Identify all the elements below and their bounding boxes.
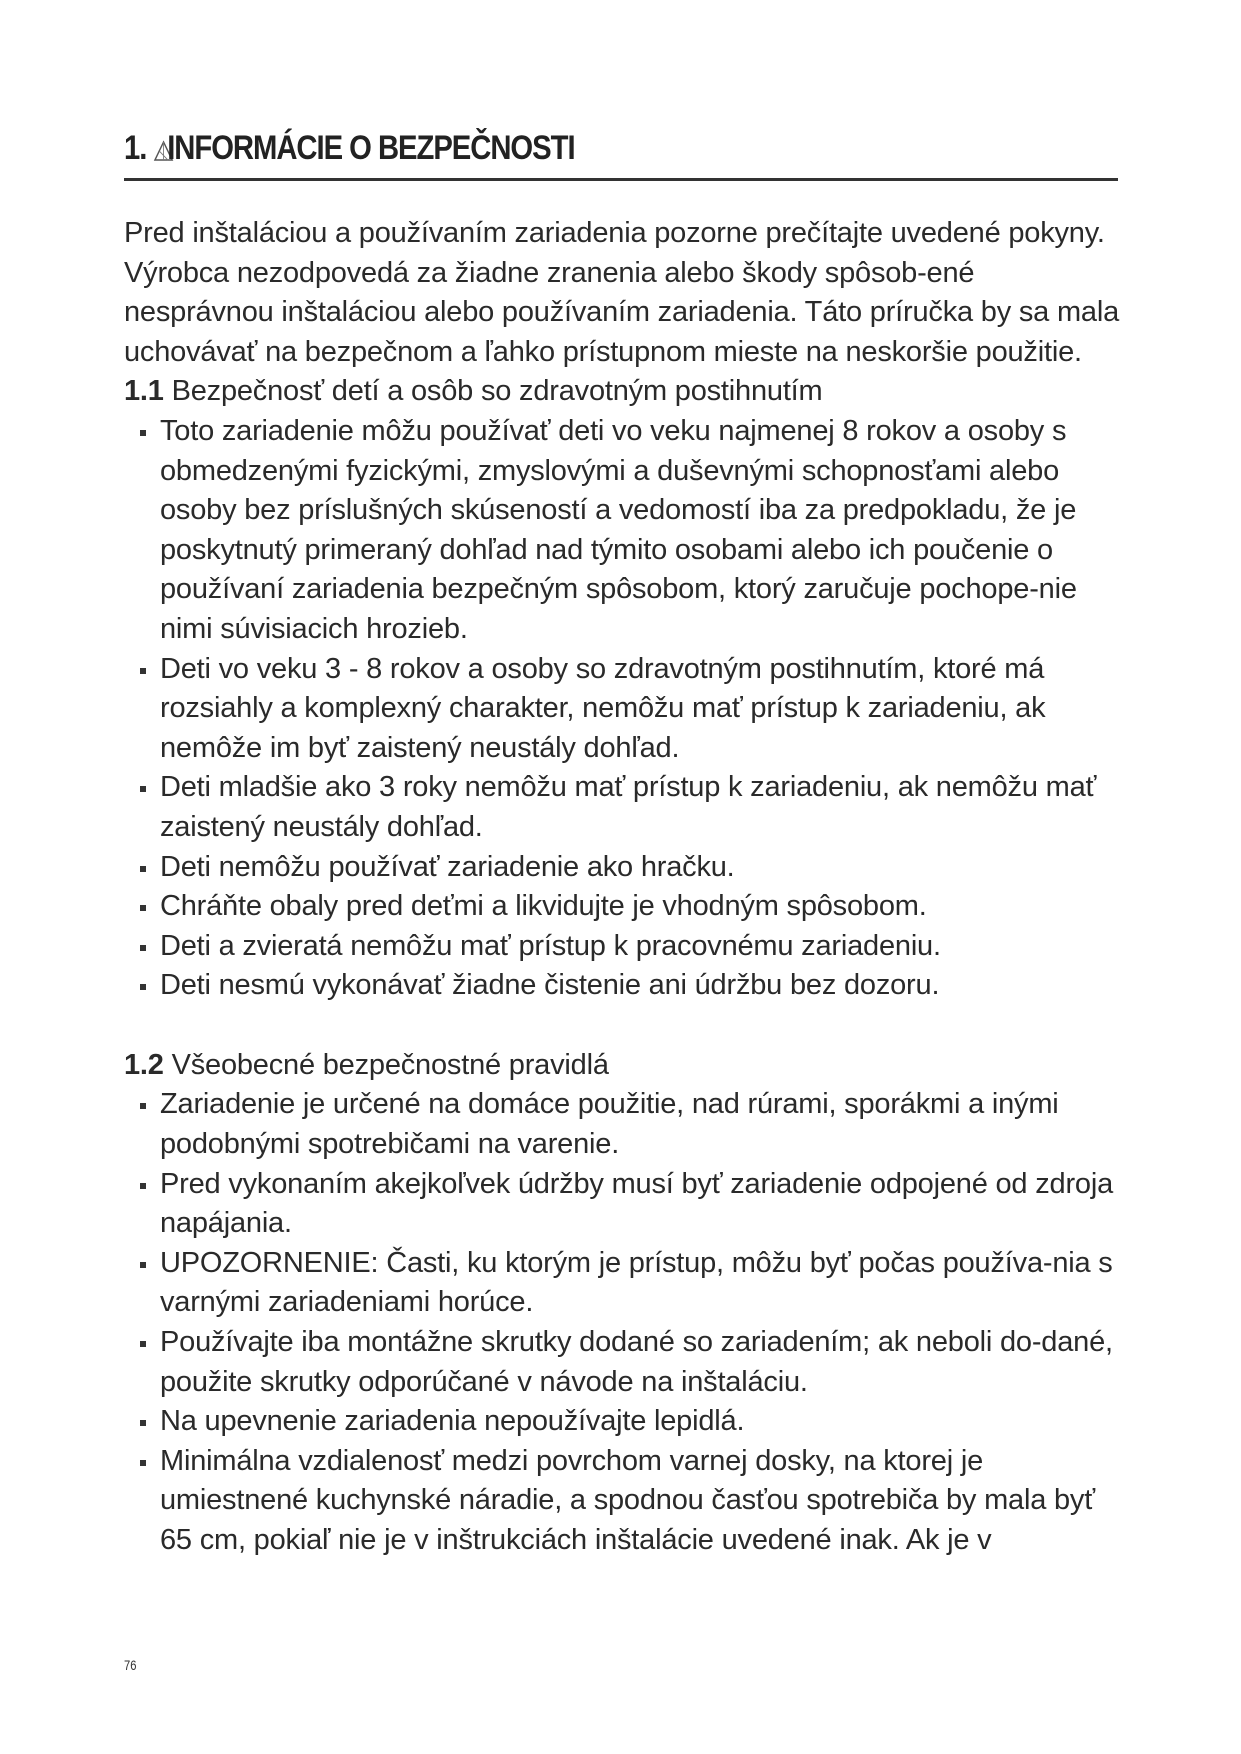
section-title — [124, 1046, 1124, 1086]
section-number: 1.2 — [124, 1048, 164, 1081]
list-item: UPOZORNENIE: Časti, ku ktorým je prístup, môžu byť počas používa-nia s varnými zariadeniami horúce. — [160, 1244, 1124, 1323]
list-item: Deti a zvieratá nemôžu mať prístup k pracovnému zariadeniu. — [160, 927, 1124, 967]
section-number: 1.1 — [124, 375, 164, 408]
list-item: Deti mladšie ako 3 roky nemôžu mať prístup k zariadeniu, ak nemôžu mať zaistený neustály dohľad. — [160, 768, 1124, 847]
list-item: Pred vykonaním akejkoľvek údržby musí byť zariadenie odpojené od zdroja napájania. — [160, 1165, 1124, 1244]
page-number: 76 — [124, 1657, 137, 1673]
list-item: Na upevnenie zariadenia nepoužívajte lepidlá. — [160, 1402, 1124, 1442]
document-body — [124, 214, 1124, 1561]
page-title — [124, 128, 979, 172]
list-item: Chráňte obaly pred deťmi a likvidujte je vhodným spôsobom. — [160, 887, 1124, 927]
bullet-list — [124, 1085, 1124, 1560]
list-item: Deti nemôžu používať zariadenie ako hračku. — [160, 848, 1124, 888]
heading-number: 1. — [124, 129, 147, 167]
list-item: Toto zariadenie môžu používať deti vo veku najmenej 8 rokov a osoby s obmedzenými fyzickými, zmyslovými a duševnými schopnosťami alebo osoby bez príslušných skúseností a vedomostí iba za predpokladu, že je poskytnutý primeraný dohľad nad týmito osobami alebo ich poučenie o používaní zariadenia bezpečným spôsobom, ktorý zaručuje pochope-nie nimi súvisiacich hrozieb. — [160, 412, 1124, 650]
bullet-list — [124, 412, 1124, 1006]
section-title-text: Všeobecné bezpečnostné pravidlá — [171, 1048, 609, 1081]
list-item: Minimálna vzdialenosť medzi povrchom varnej dosky, na ktorej je umiestnené kuchynské náradie, a spodnou časťou spotrebiča by mala byť 65 cm, pokiaľ nie je v inštrukciách inštalácie uvedené inak. Ak je v — [160, 1442, 1124, 1561]
list-item: Deti nesmú vykonávať žiadne čistenie ani údržbu bez dozoru. — [160, 966, 1124, 1006]
list-item: Deti vo veku 3 - 8 rokov a osoby so zdravotným postihnutím, ktoré má rozsiahly a komplexný charakter, nemôžu mať prístup k zariadeniu, ak nemôže im byť zaistený neustály dohľad. — [160, 650, 1124, 769]
intro-paragraph: Pred inštaláciou a používaním zariadenia pozorne prečítajte uvedené pokyny. Výrobca nezodpovedá za žiadne zranenia alebo škody spôsob-ené nesprávnou inštaláciou alebo používaním zariadenia. Táto príručka by sa mala uchovávať na bezpečnom a ľahko prístupnom mieste na neskoršie použitie. — [124, 217, 1120, 368]
section-title — [124, 372, 1124, 412]
heading-title: INFORMÁCIE O BEZPEČNOSTI — [167, 129, 575, 167]
section-gap — [124, 1006, 1124, 1046]
list-item: Zariadenie je určené na domáce použitie, nad rúrami, sporákmi a inými podobnými spotrebičami na varenie. — [160, 1085, 1124, 1164]
section-title-text: Bezpečnosť detí a osôb so zdravotným postihnutím — [171, 375, 823, 408]
list-item: Používajte iba montážne skrutky dodané so zariadením; ak neboli do-dané, použite skrutky odporúčané v návode na inštaláciu. — [160, 1323, 1124, 1402]
heading-block — [124, 128, 1118, 181]
